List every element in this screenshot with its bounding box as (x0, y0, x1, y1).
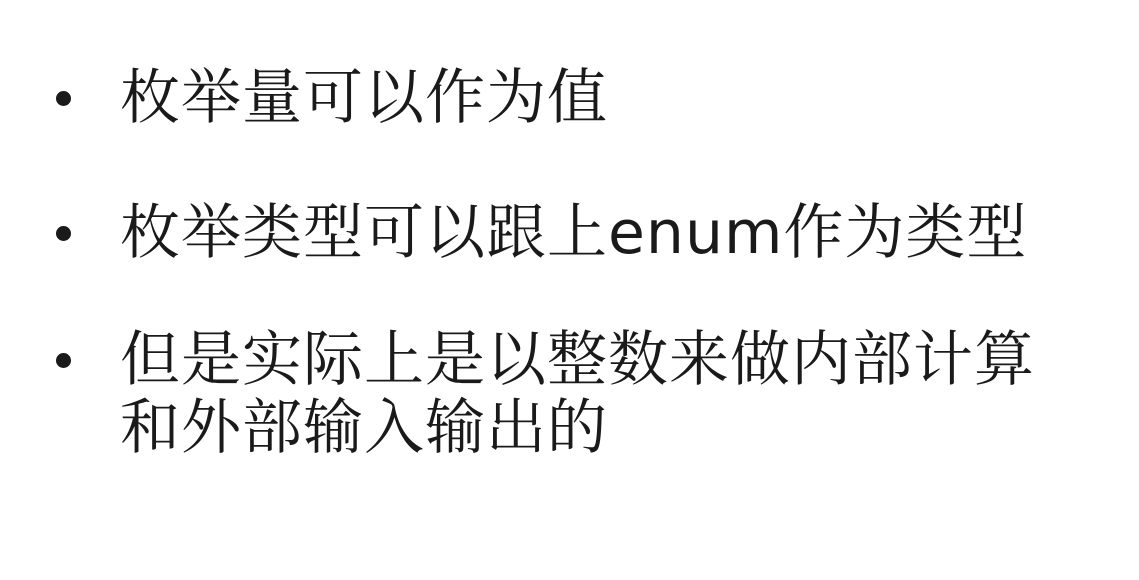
bullet-dot-icon (56, 226, 71, 241)
bullet-line: 和外部输入输出的 (120, 393, 608, 463)
bullet-line: 枚举类型可以跟上enum作为类型 (120, 198, 1028, 268)
bullet-text-1 (120, 64, 608, 132)
bullet-text-2 (120, 199, 1027, 267)
bullet-text-3 (120, 326, 1035, 462)
bullet-dot-icon (56, 353, 71, 368)
bullet-line: 枚举量可以作为值 (120, 63, 608, 133)
bullet-line: 但是实际上是以整数来做内部计算 (120, 325, 1035, 395)
bullet-dot-icon (56, 91, 71, 106)
